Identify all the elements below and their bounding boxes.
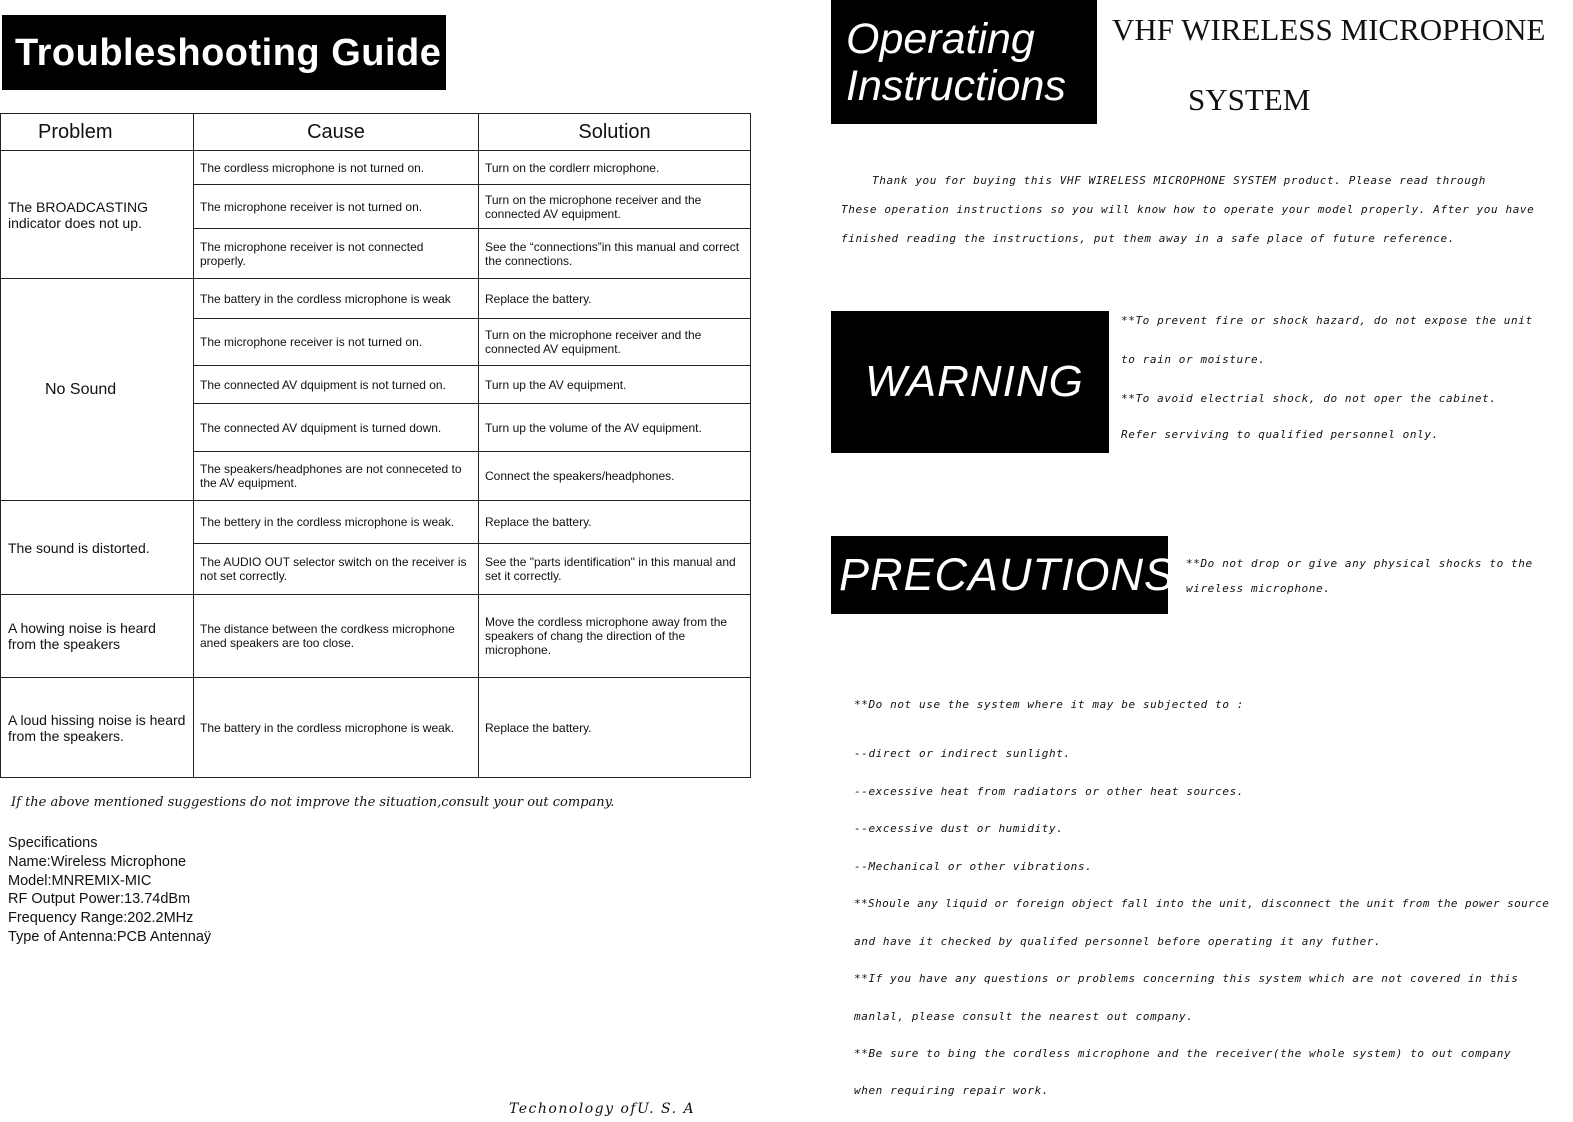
warning-label: WARNING bbox=[865, 357, 1084, 406]
warning-line: **To prevent fire or shock hazard, do not expose the unit bbox=[1121, 314, 1533, 327]
cause-cell: The microphone receiver is not connected properly. bbox=[194, 229, 479, 279]
spec-line: Name:Wireless Microphone bbox=[8, 853, 187, 870]
spec-line: Model:MNREMIX-MIC bbox=[8, 872, 152, 889]
spec-line: Frequency Range:202.2MHz bbox=[8, 910, 194, 927]
solution-cell: Connect the speakers/headphones. bbox=[479, 452, 751, 501]
problem-no-sound: No Sound bbox=[1, 279, 194, 501]
solution-cell: Replace the battery. bbox=[479, 501, 751, 544]
precaution-item: **If you have any questions or problems concerning this system which are not covered in this bbox=[854, 972, 1519, 985]
precaution-item: --direct or indirect sunlight. bbox=[854, 747, 1071, 760]
solution-cell: Replace the battery. bbox=[479, 279, 751, 319]
warning-line: to rain or moisture. bbox=[1121, 353, 1266, 366]
cause-cell: The battery in the cordless microphone is weak bbox=[194, 279, 479, 319]
precautions-box bbox=[831, 536, 1176, 614]
precaution-line: **Do not drop or give any physical shocks to the bbox=[1186, 557, 1533, 570]
precaution-item: **Be sure to bing the cordless microphone and the receiver(the whole system) to out company bbox=[854, 1047, 1512, 1060]
specifications bbox=[8, 834, 211, 947]
cause-cell: The cordless microphone is not turned on. bbox=[194, 151, 479, 185]
precaution-line: wireless microphone. bbox=[1186, 582, 1331, 595]
table-row bbox=[1, 678, 751, 778]
precautions-label: PRECAUTIONS bbox=[839, 549, 1176, 600]
table-header-row bbox=[1, 114, 751, 151]
solution-cell: Turn on the microphone receiver and the connected AV equipment. bbox=[479, 185, 751, 229]
solution-cell: Turn on the cordlerr microphone. bbox=[479, 151, 751, 185]
cause-cell: The speakers/headphones are not conneceted to the AV equipment. bbox=[194, 452, 479, 501]
solution-cell: Replace the battery. bbox=[479, 678, 751, 778]
operating-instructions-box bbox=[831, 0, 1097, 124]
cause-cell: The connected AV dquipment is not turned on. bbox=[194, 366, 479, 404]
operating-title-line1: Operating bbox=[846, 15, 1035, 63]
precaution-item: --excessive dust or humidity. bbox=[854, 822, 1064, 835]
table-row bbox=[1, 595, 751, 678]
cause-cell: The battery in the cordless microphone is weak. bbox=[194, 678, 479, 778]
footer-text: Techonology ofU. S. A bbox=[509, 1101, 696, 1117]
product-title-line2: SYSTEM bbox=[1188, 82, 1311, 117]
specs-heading: Specifications bbox=[8, 835, 98, 851]
cause-cell: The distance between the cordkess microphone aned speakers are too close. bbox=[194, 595, 479, 678]
solution-cell: Move the cordless microphone away from the speakers of chang the direction of the microphone. bbox=[479, 595, 751, 678]
header-solution: Solution bbox=[479, 114, 751, 151]
troubleshooting-note: If the above mentioned suggestions do not improve the situation,consult your out company. bbox=[11, 795, 615, 810]
table-row bbox=[1, 501, 751, 544]
precaution-item: and have it checked by qualifed personnel before operating it any futher. bbox=[854, 935, 1382, 948]
spec-line: RF Output Power:13.74dBm bbox=[8, 891, 191, 908]
problem-howling: A howing noise is heard from the speakers bbox=[1, 595, 194, 678]
solution-cell: Turn on the microphone receiver and the connected AV equipment. bbox=[479, 319, 751, 366]
intro-line: These operation instructions so you will know how to operate your model properly. After you have bbox=[841, 203, 1535, 216]
solution-cell: See the "parts identification" in this manual and set it correctly. bbox=[479, 544, 751, 595]
troubleshooting-table bbox=[0, 113, 751, 778]
header-problem: Problem bbox=[1, 114, 194, 151]
cause-cell: The microphone receiver is not turned on. bbox=[194, 319, 479, 366]
solution-cell: Turn up the AV equipment. bbox=[479, 366, 751, 404]
cause-cell: The AUDIO OUT selector switch on the receiver is not set correctly. bbox=[194, 544, 479, 595]
precaution-item: manlal, please consult the nearest out company. bbox=[854, 1010, 1194, 1023]
precaution-item: **Do not use the system where it may be subjected to : bbox=[854, 698, 1245, 711]
precaution-item: **Shoule any liquid or foreign object fall into the unit, disconnect the unit from the power source bbox=[854, 897, 1550, 910]
precaution-item: --excessive heat from radiators or other heat sources. bbox=[854, 785, 1245, 798]
warning-line: **To avoid electrial shock, do not oper the cabinet. bbox=[1121, 392, 1497, 405]
operating-title-line2: Instructions bbox=[846, 62, 1066, 110]
intro-line: Thank you for buying this VHF WIRELESS MICROPHONE SYSTEM product. Please read through bbox=[872, 174, 1486, 187]
warning-line: Refer serviving to qualified personnel only. bbox=[1121, 428, 1439, 441]
problem-distorted: The sound is distorted. bbox=[1, 501, 194, 595]
solution-cell: See the “connections”in this manual and correct the connections. bbox=[479, 229, 751, 279]
warning-box bbox=[831, 311, 1109, 453]
spec-line: Type of Antenna:PCB Antennaÿ bbox=[8, 928, 212, 945]
troubleshooting-title-box bbox=[2, 15, 446, 90]
cause-cell: The microphone receiver is not turned on. bbox=[194, 185, 479, 229]
table-row bbox=[1, 279, 751, 319]
header-cause: Cause bbox=[194, 114, 479, 151]
table-row bbox=[1, 151, 751, 185]
product-title: VHF WIRELESS MICROPHONE bbox=[1112, 12, 1546, 47]
intro-line: finished reading the instructions, put them away in a safe place of future reference. bbox=[841, 232, 1455, 245]
problem-broadcasting: The BROADCASTING indicator does not up. bbox=[1, 151, 194, 279]
cause-cell: The connected AV dquipment is turned down. bbox=[194, 404, 479, 452]
cause-cell: The bettery in the cordless microphone is weak. bbox=[194, 501, 479, 544]
precaution-item: when requiring repair work. bbox=[854, 1084, 1050, 1097]
solution-cell: Turn up the volume of the AV equipment. bbox=[479, 404, 751, 452]
problem-hissing: A loud hissing noise is heard from the speakers. bbox=[1, 678, 194, 778]
troubleshooting-title: Troubleshooting Guide bbox=[15, 32, 442, 74]
precaution-item: --Mechanical or other vibrations. bbox=[854, 860, 1093, 873]
